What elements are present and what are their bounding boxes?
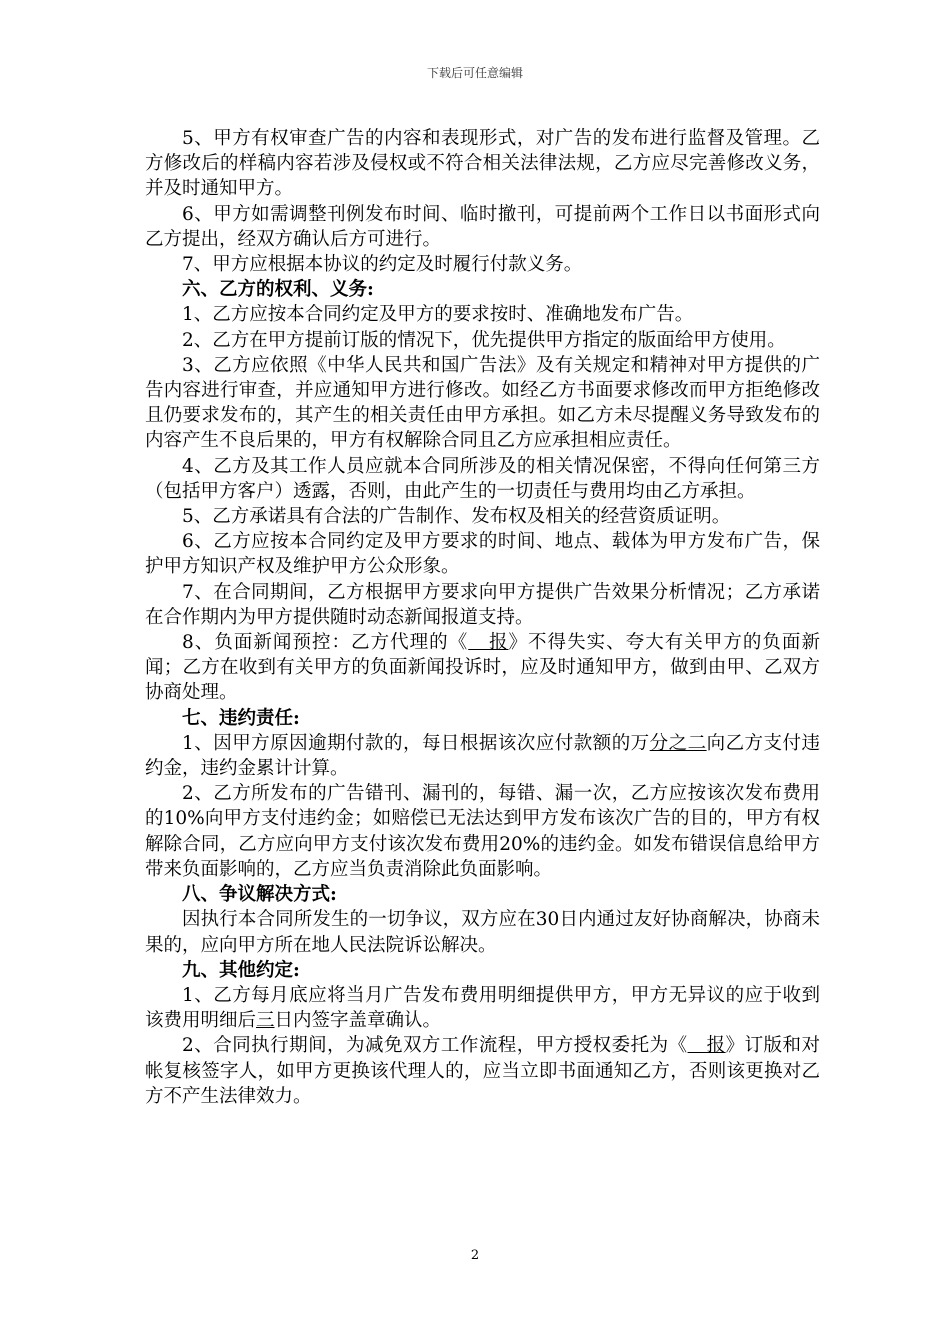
text-run: 8、负面新闻预控：乙方代理的《 (182, 632, 469, 654)
paragraph: 1、乙方应按本合同约定及甲方的要求按时、准确地发布广告。 (182, 304, 694, 326)
section-heading-7: 七、违约责任: (182, 707, 300, 729)
underlined-blank: 报 (687, 1035, 726, 1057)
paragraph: 6、乙方应按本合同约定及甲方要求的时间、地点、载体为甲方发布广告，保护甲方知识产权及维护甲方公众形象。 (145, 531, 820, 578)
paragraph: 4、乙方及其工作人员应就本合同所涉及的相关情况保密，不得向任何第三方（包括甲方客户）透露，否则，由此产生的一切责任与费用均由乙方承担。 (145, 455, 820, 502)
paragraph-late-payment (145, 731, 820, 781)
paragraph: 2、乙方在甲方提前订版的情况下，优先提供甲方指定的版面给甲方使用。 (182, 329, 786, 351)
paragraph: 7、在合同期间，乙方根据甲方要求向甲方提供广告效果分析情况；乙方承诺在合作期内为甲方提供随时动态新闻报道支持。 (145, 581, 820, 628)
text-run: 1、乙方每月底应将当月广告发布费用明细提供甲方，甲方无异议的应于收到该费用明细后 (145, 984, 820, 1032)
underlined-text: 三 (256, 1010, 275, 1032)
text-run: 2、合同执行期间，为减免双方工作流程，甲方授权委托为《 (182, 1035, 688, 1057)
underlined-text: 分之二 (649, 732, 707, 754)
paragraph: 5、乙方承诺具有合法的广告制作、发布权及相关的经营资质证明。 (182, 506, 731, 528)
paragraph-5: 5、甲方有权审查广告的内容和表现形式，对广告的发布进行监督及管理。乙方修改后的样稿内容若涉及侵权或不符合相关法律法规，乙方应尽完善修改义务，并及时通知甲方。 (145, 128, 820, 200)
paragraph-monthly-fee (145, 983, 820, 1033)
text-run: 1、因甲方原因逾期付款的，每日根据该次应付款额的万 (182, 732, 650, 754)
paragraph: 因执行本合同所发生的一切争议，双方应在30日内通过友好协商解决，协商未果的，应向甲方所在地人民法院诉讼解决。 (145, 909, 820, 956)
text-run: 》不得失实、夸大有关甲方的负面新闻；乙方在收到有关甲方的负面新闻投诉时，应及时通知甲方，做到由甲、乙双方协商处理。 (145, 632, 820, 704)
document-body (145, 126, 820, 1109)
paragraph-authorization (145, 1033, 820, 1109)
paragraph: 2、乙方所发布的广告错刊、漏刊的，每错、漏一次，乙方应按该次发布费用的10%向甲方支付违约金；如赔偿已无法达到甲方发布该次广告的目的，甲方有权解除合同，乙方应向甲方支付该次发布费用20%的违约金。如发布错误信息给甲方带来负面影响的，乙方应当负责消除此负面影响。 (145, 783, 820, 880)
section-heading-9: 九、其他约定: (182, 959, 300, 981)
page-header-note: 下载后可任意编辑 (426, 66, 523, 80)
text-run: 》订版和对帐复核签字人，如甲方更换该代理人的，应当立即书面通知乙方，否则该更换对乙方不产生法律效力。 (145, 1035, 820, 1107)
text-run: 日内签字盖章确认。 (274, 1010, 442, 1032)
page-number: 2 (470, 1248, 480, 1263)
underlined-blank: 报 (468, 632, 509, 654)
paragraph-negative-news (145, 630, 820, 706)
paragraph-7: 7、甲方应根据本协议的约定及时履行付款义务。 (182, 254, 583, 276)
text-run: 向乙方支付违约金，违约金累计计算。 (145, 732, 820, 780)
paragraph: 3、乙方应依照《中华人民共和国广告法》及有关规定和精神对甲方提供的广告内容进行审查，并应通知甲方进行修改。如经乙方书面要求修改而甲方拒绝修改且仍要求发布的，其产生的相关责任由甲方承担。如乙方未尽提醒义务导致发布的内容产生不良后果的，甲方有权解除合同且乙方应承担相应责任。 (145, 354, 820, 452)
section-heading-8: 八、争议解决方式: (182, 884, 337, 906)
section-heading-6: 六、乙方的权利、义务: (182, 279, 374, 301)
paragraph-6: 6、甲方如需调整刊例发布时间、临时撤刊，可提前两个工作日以书面形式向乙方提出，经双方确认后方可进行。 (145, 203, 820, 250)
